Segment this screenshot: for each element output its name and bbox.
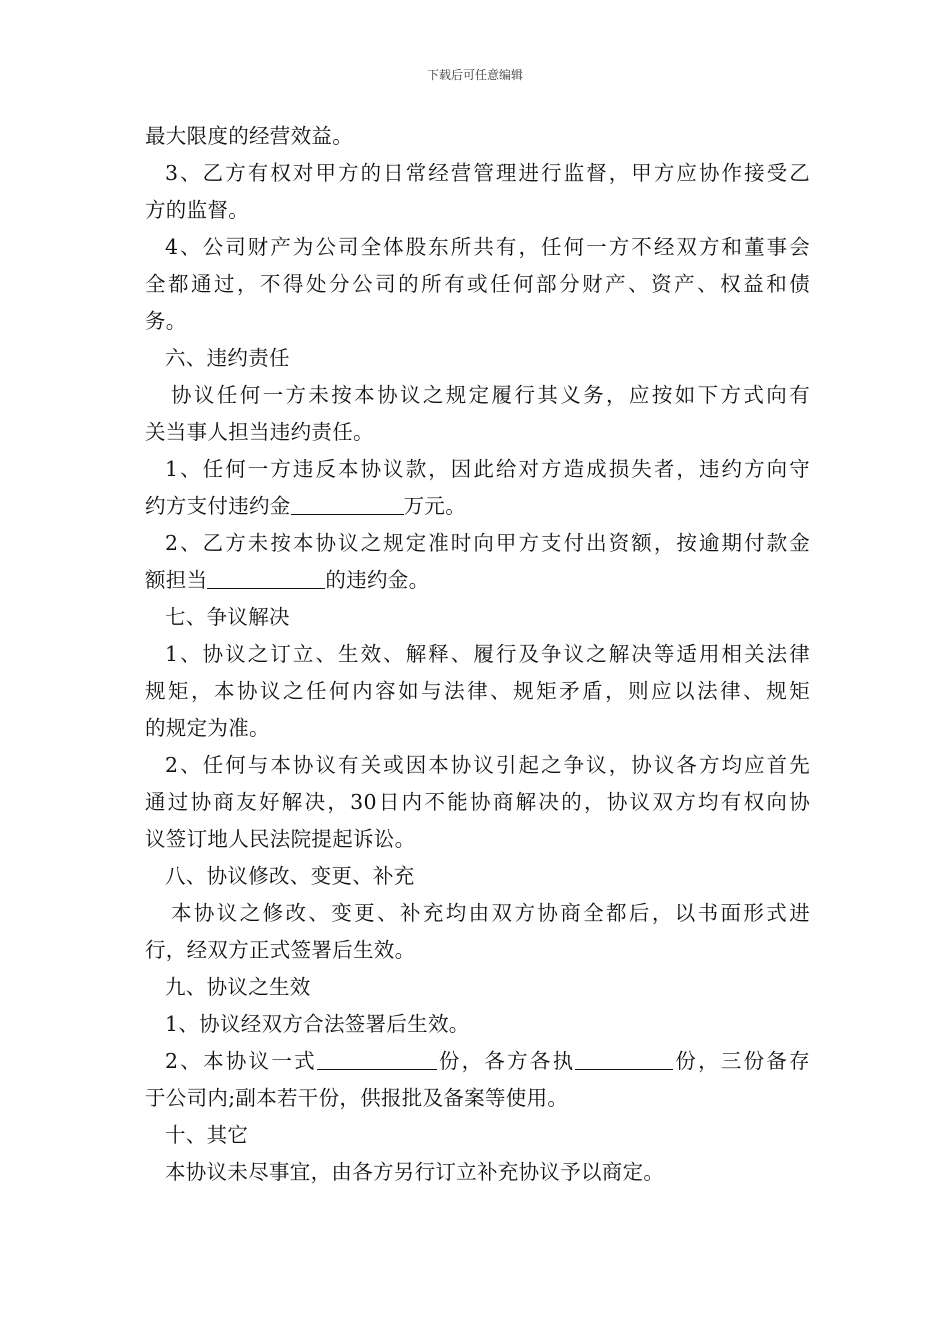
document-body — [145, 118, 810, 1191]
paragraph-line: 议签订地人民法院提起诉讼。 — [145, 827, 416, 851]
paragraph-line: 3、乙方有权对甲方的日常经营管理进行监督，甲方应协作接受乙 — [165, 161, 810, 185]
line-text: 2、本协议一式 — [165, 1049, 317, 1073]
section-heading: 九、协议之生效 — [165, 975, 311, 999]
section-heading: 六、违约责任 — [165, 346, 290, 370]
section-heading: 七、争议解决 — [165, 605, 290, 629]
paragraph-line: 于公司内;副本若干份，供报批及备案等使用。 — [145, 1086, 569, 1110]
paragraph-line: 通过协商友好解决，30日内不能协商解决的，协议双方均有权向协 — [145, 790, 810, 814]
paragraph-line: 规矩，本协议之任何内容如与法律、规矩矛盾，则应以法律、规矩 — [145, 679, 810, 703]
paragraph-line: 1、协议之订立、生效、解释、履行及争议之解决等适用相关法律 — [165, 642, 810, 666]
paragraph-line: 方的监督。 — [145, 198, 249, 222]
paragraph-line: 本协议未尽事宜，由各方另行订立补充协议予以商定。 — [165, 1160, 665, 1184]
line-text: 额担当 — [145, 568, 208, 592]
section-heading: 八、协议修改、变更、补充 — [165, 864, 415, 888]
paragraph-line: 2、乙方未按本协议之规定准时向甲方支付出资额，按逾期付款金 — [165, 531, 810, 555]
paragraph-line — [145, 488, 810, 525]
line-text: 约方支付违约金 — [145, 494, 291, 518]
line-text: 份，各方各执 — [436, 1049, 576, 1073]
paragraph-line: 关当事人担当违约责任。 — [145, 420, 374, 444]
section-heading: 十、其它 — [165, 1123, 249, 1147]
fill-blank[interactable] — [207, 566, 325, 589]
paragraph-line: 全都通过，不得处分公司的所有或任何部分财产、资产、权益和债 — [145, 272, 810, 296]
paragraph-line: 1、协议经双方合法签署后生效。 — [165, 1012, 470, 1036]
paragraph-line: 行，经双方正式签署后生效。 — [145, 938, 416, 962]
paragraph-line: 本协议之修改、变更、补充均由双方协商全都后，以书面形式进 — [171, 901, 810, 925]
line-text: 万元。 — [403, 494, 467, 518]
fill-blank[interactable] — [575, 1047, 673, 1070]
paragraph-line — [145, 1043, 810, 1080]
paragraph-line: 4、公司财产为公司全体股东所共有，任何一方不经双方和董事会 — [165, 235, 810, 259]
line-text: 份，三份备存 — [673, 1049, 810, 1073]
paragraph-line: 1、任何一方违反本协议款，因此给对方造成损失者，违约方向守 — [165, 457, 810, 481]
paragraph-line — [145, 562, 810, 599]
page-header: 下载后可任意编辑 — [426, 68, 523, 82]
paragraph-line: 2、任何与本协议有关或因本协议引起之争议，协议各方均应首先 — [165, 753, 810, 777]
line-text: 的违约金。 — [325, 568, 430, 592]
paragraph-line: 协议任何一方未按本协议之规定履行其义务，应按如下方式向有 — [171, 383, 810, 407]
fill-blank[interactable] — [291, 492, 404, 515]
paragraph-line: 的规定为准。 — [145, 716, 270, 740]
paragraph-line: 最大限度的经营效益。 — [145, 124, 353, 148]
paragraph-line: 务。 — [145, 309, 187, 333]
fill-blank[interactable] — [317, 1047, 437, 1070]
